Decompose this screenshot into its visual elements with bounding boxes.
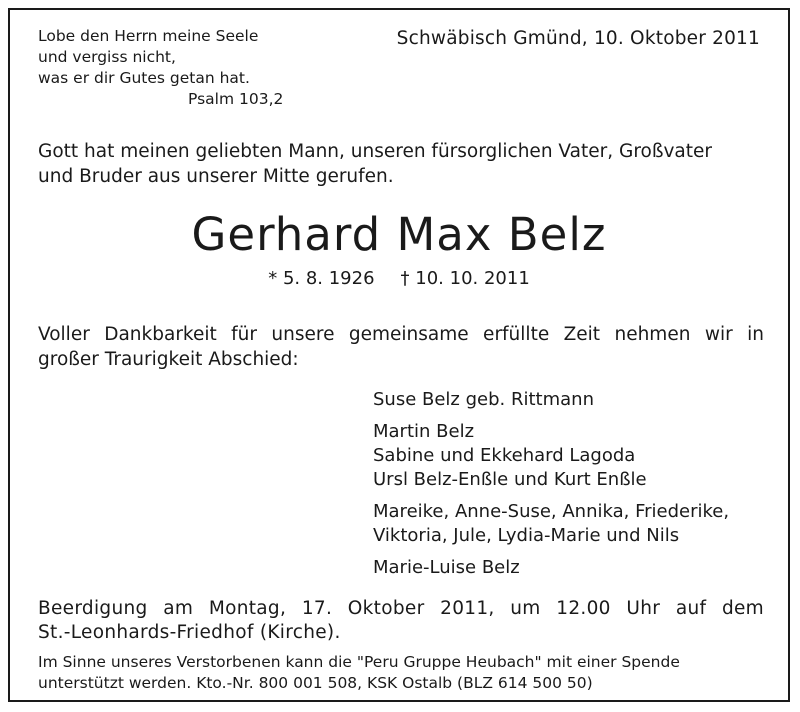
funeral-info [38,597,764,645]
mourner-group [373,556,729,580]
life-dates [10,268,788,289]
psalm-line: und vergiss nicht, [38,48,176,66]
psalm-line: was er dir Gutes getan hat. [38,69,250,87]
mourner-name: Ursl Belz-Enßle und Kurt Enßle [373,469,647,490]
farewell-text [38,322,764,372]
mourner-name: Suse Belz geb. Rittmann [373,389,594,410]
mourner-name: Martin Belz [373,421,475,442]
mourners-list [373,388,729,588]
mourner-group [373,500,729,548]
donation-info [38,652,768,694]
intro-text [38,139,768,189]
donation-line: Im Sinne unseres Verstorbenen kann die "Peru Gruppe Heubach" mit einer Spende [38,653,680,671]
mourner-name: Mareike, Anne-Suse, Annika, Friederike, [373,501,730,522]
mourner-name: Marie-Luise Belz [373,557,520,578]
death-date: † 10. 10. 2011 [400,268,530,289]
birth-date: * 5. 8. 1926 [268,268,375,289]
intro-line: Gott hat meinen geliebten Mann, unseren fürsorglichen Vater, Großvater [38,141,713,162]
mourner-name: Sabine und Ekkehard Lagoda [373,445,636,466]
farewell-line: großer Traurigkeit Abschied: [38,349,299,370]
mourner-group [373,420,729,492]
funeral-line: St.-Leonhards-Friedhof (Kirche). [38,622,341,643]
deceased-name: Gerhard Max Belz [191,208,607,261]
mourner-name: Viktoria, Jule, Lydia-Marie und Nils [373,525,680,546]
farewell-line: Voller Dankbarkeit für unsere gemeinsame erfüllte Zeit nehmen wir in [38,324,764,345]
mourner-group [373,388,729,412]
donation-line: unterstützt werden. Kto.-Nr. 800 001 508, KSK Ostalb (BLZ 614 500 50) [38,674,593,692]
psalm-reference: Psalm 103,2 [188,90,284,108]
intro-line: und Bruder aus unserer Mitte gerufen. [38,166,394,187]
place-date: Schwäbisch Gmünd, 10. Oktober 2011 [396,28,760,49]
psalm-quote [38,26,283,110]
funeral-line: Beerdigung am Montag, 17. Oktober 2011, um 12.00 Uhr auf dem [38,598,764,619]
psalm-line: Lobe den Herrn meine Seele [38,27,259,45]
obituary-notice [8,8,790,702]
